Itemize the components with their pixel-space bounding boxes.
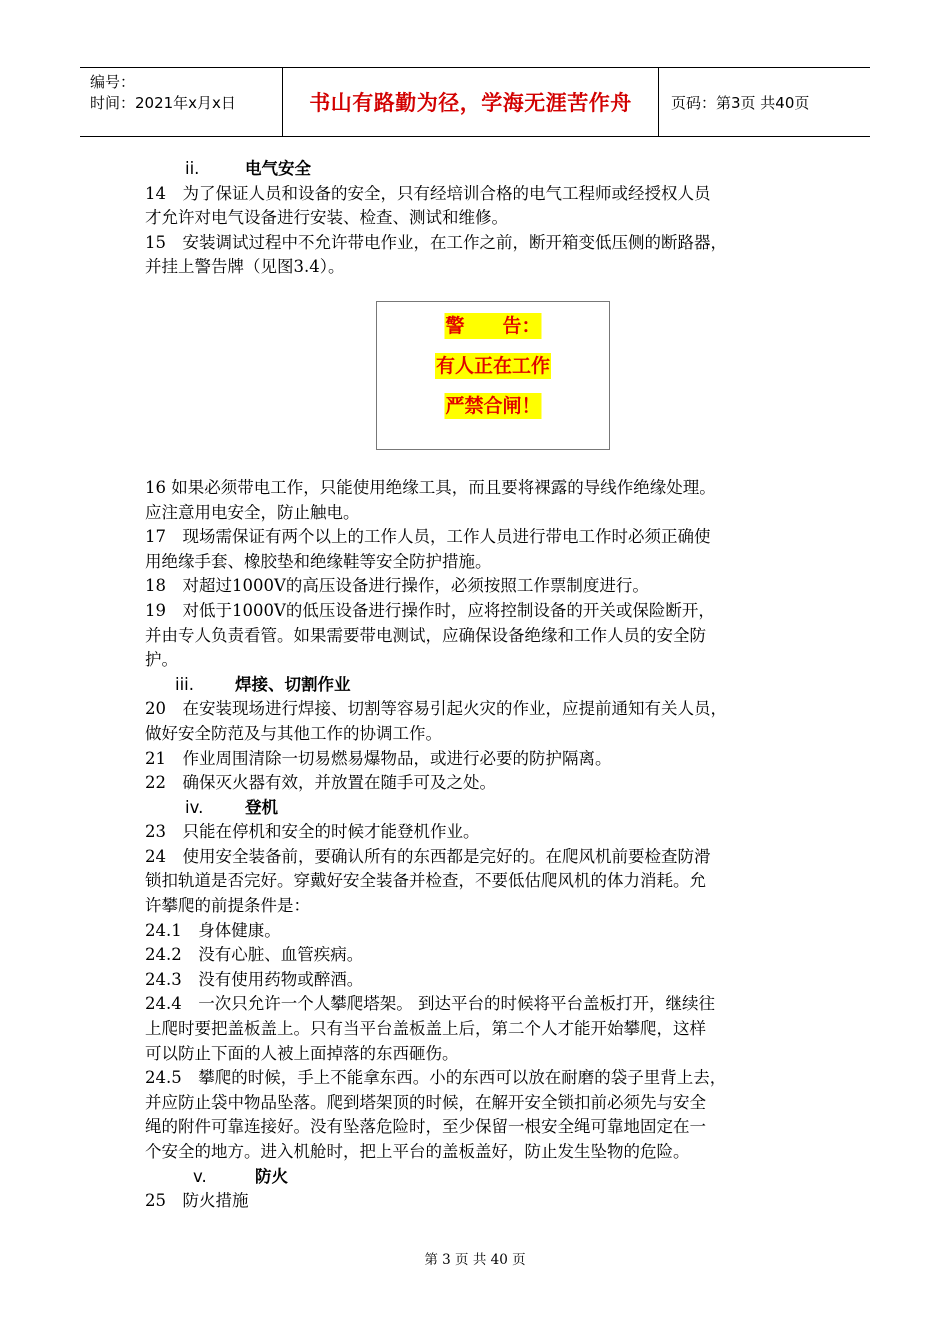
section-heading (145, 157, 815, 182)
paragraph-line: 18 对超过1000V的高压设备进行操作，必须按照工作票制度进行。 (145, 576, 649, 596)
paragraph-line: 15 安装调试过程中不允许带电作业，在工作之前，断开箱变低压侧的断路器， (145, 232, 727, 252)
paragraph-line: 并应防止袋中物品坠落。爬到塔架顶的时候，在解开安全锁扣前必须先与安全 (145, 1092, 706, 1112)
paragraph-line: 个安全的地方。进入机舱时，把上平台的盖板盖好，防止发生坠物的危险。 (145, 1142, 690, 1161)
paragraph-line: 23 只能在停机和安全的时候才能登机作业。 (145, 822, 480, 842)
paragraph-line: 21 作业周围清除一切易燃易爆物品，或进行必要的防护隔离。 (145, 748, 612, 768)
warning-sign-line2: 有人正在工作 (435, 355, 551, 377)
section-number: iii. (175, 674, 194, 694)
section-heading (145, 796, 815, 821)
section-title: 登机 (245, 797, 278, 817)
paragraph-line: 用绝缘手套、橡胶垫和绝缘鞋等安全防护措施。 (145, 551, 492, 571)
paragraph-line: 可以防止下面的人被上面掉落的东西砸伤。 (145, 1043, 459, 1063)
paragraph-line: 24 使用安全装备前，要确认所有的东西都是完好的。在爬风机前要检查防滑 (145, 846, 711, 866)
paragraph-line: 许攀爬的前提条件是： (145, 896, 310, 916)
paragraph-line: 做好安全防范及与其他工作的协调工作。 (145, 723, 442, 743)
header-page-info: 页码：第3页 共40页 (671, 93, 810, 112)
page-footer: 第 3 页 共 40 页 (424, 1252, 526, 1268)
section-title: 焊接、切割作业 (235, 674, 351, 694)
paragraph-line: 19 对低于1000V的低压设备进行操作时，应将控制设备的开关或保险断开， (145, 600, 715, 620)
paragraph-line: 护。 (145, 650, 178, 670)
paragraph-line: 25 防火措施 (145, 1191, 249, 1211)
section-number: v. (193, 1166, 207, 1186)
paragraph-line: 24.1 身体健康。 (145, 920, 281, 940)
header-motto: 书山有路勤为径，学海无涯苦作舟 (283, 68, 659, 136)
paragraph-line: 才允许对电气设备进行安装、检查、测试和维修。 (145, 208, 508, 228)
paragraph-line: 锁扣轨道是否完好。穿戴好安全装备并检查，不要低估爬风机的体力消耗。允 (145, 871, 706, 891)
warning-sign-title: 警 告： (445, 315, 541, 337)
warning-sign-line3: 严禁合闸！ (445, 395, 541, 417)
paragraph-line: 并由专人负责看管。如果需要带电测试，应确保设备绝缘和工作人员的安全防 (145, 625, 706, 645)
paragraph-line: 16 如果必须带电工作，只能使用绝缘工具，而且要将裸露的导线作绝缘处理。 (145, 477, 716, 497)
paragraph-line: 20 在安装现场进行焊接、切割等容易引起火灾的作业，应提前通知有关人员， (145, 699, 727, 719)
section-number: iv. (185, 797, 204, 817)
paragraph-line: 24.3 没有使用药物或醉酒。 (145, 969, 364, 989)
paragraph-line: 22 确保灭火器有效，并放置在随手可及之处。 (145, 773, 496, 793)
header-meta (80, 68, 283, 136)
paragraph-line: 上爬时要把盖板盖上。只有当平台盖板盖上后，第二个人才能开始攀爬，这样 (145, 1019, 706, 1039)
page-header (80, 67, 870, 137)
paragraph-line: 应注意用电安全，防止触电。 (145, 502, 360, 522)
paragraph-line: 17 现场需保证有两个以上的工作人员，工作人员进行带电工作时必须正确使 (145, 527, 711, 547)
paragraph-line: 14 为了保证人员和设备的安全，只有经培训合格的电气工程师或经授权人员 (145, 183, 711, 203)
section-heading (145, 673, 815, 698)
paragraph-line: 24.5 攀爬的时候，手上不能拿东西。小的东西可以放在耐磨的袋子里背上去， (145, 1068, 727, 1088)
paragraph-line: 24.4 一次只允许一个人攀爬塔架。 到达平台的时候将平台盖板打开，继续往 (145, 994, 715, 1014)
paragraph-line: 24.2 没有心脏、血管疾病。 (145, 945, 364, 965)
section-title: 电气安全 (245, 159, 311, 178)
paragraph-line: 绳的附件可靠连接好。没有坠落危险时，至少保留一根安全绳可靠地固定在一 (145, 1117, 706, 1137)
doc-date: 时间：2021年x月x日 (90, 94, 236, 112)
section-title: 防火 (255, 1166, 288, 1186)
paragraph-line: 并挂上警告牌（见图3.4）。 (145, 257, 345, 277)
warning-sign (376, 301, 610, 450)
doc-id-label: 编号： (90, 73, 136, 91)
section-heading (145, 1165, 815, 1190)
section-number: ii. (185, 159, 200, 178)
